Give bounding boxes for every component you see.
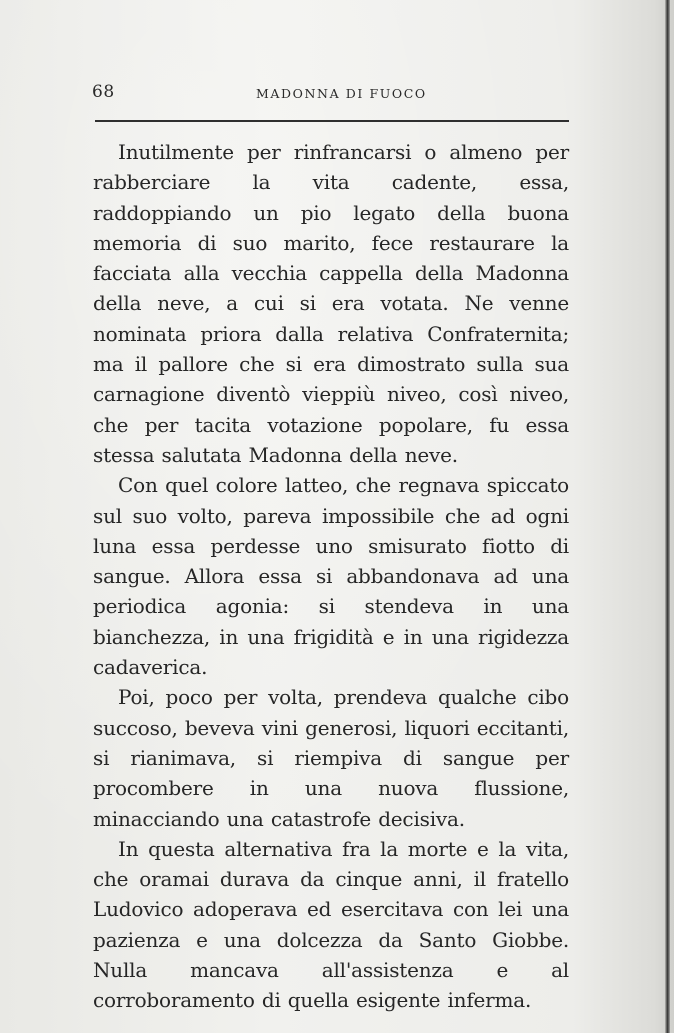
paragraph-4: In questa alternativa fra la morte e la vita, che oramai durava da cinque anni, il fratello Ludovico adoperava ed esercitava con lei una pazienza e una dolcezza da Santo Giobbe. Nulla mancava all'assistenza e al corroboramento di quella esigente inferma. [93, 836, 569, 1013]
paragraph-1: Inutilmente per rinfrancarsi o almeno per rabberciare la vita cadente, essa, raddoppiando un pio legato della buona memoria di suo marito, fece restaurare la facciata alla vecchia cappella della Madonna della neve, a cui si era votata. Ne venne nominata priora dalla relativa Confraternita; ma il pallore che si era dimostrato sulla sua carnagione diventò vieppiù niveo, così niveo, che per tacita votazione popolare, fu essa stessa salutata Madonna della neve. [93, 140, 569, 467]
page-number: 68 [92, 82, 115, 102]
running-title: MADONNA DI FUOCO [256, 86, 427, 101]
body-text [93, 137, 569, 1016]
paragraph-2: Con quel colore latteo, che regnava spiccato sul suo volto, pareva impossibile che ad ogni luna essa perdesse uno smisurato fiotto di sangue. Allora essa si abbandonava ad una periodica agonia: si stendeva in una bianchezza, in una frigidità e in una rigidezza cadaverica. [93, 473, 569, 680]
page-header [92, 82, 572, 106]
paragraph-3: Poi, poco per volta, prendeva qualche cibo succoso, beveva vini generosi, liquori eccitanti, si rianimava, si riempiva di sangue per procombere in una nuova flussione, minacciando una catastrofe decisiva. [93, 685, 569, 831]
page-spine-edge [665, 0, 670, 1033]
header-rule [95, 120, 569, 122]
